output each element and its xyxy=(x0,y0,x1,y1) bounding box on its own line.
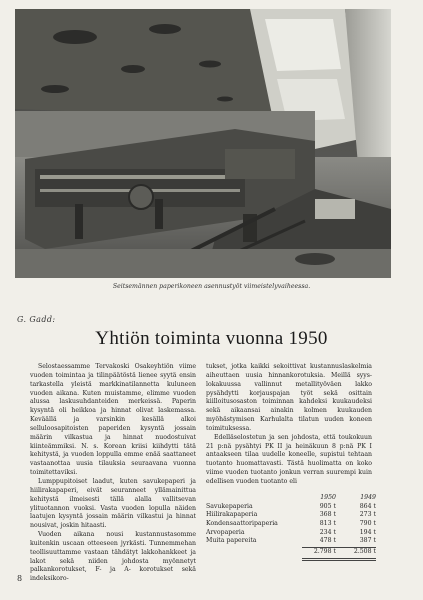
table-header-row xyxy=(206,494,376,503)
row-label: Savukepaperia xyxy=(206,502,253,510)
year-header: 1949 xyxy=(360,494,376,501)
table-row xyxy=(206,520,376,529)
row-value: 790 t xyxy=(359,520,376,528)
row-value: 478 t xyxy=(319,537,336,545)
table-total-row xyxy=(206,548,376,557)
paragraph: Edelläselostetun ja sen johdosta, että toukokuun 21 p:nä pysähtyi PK II ja heinäkuun 8 p:nä PK I antaakseen tilaa uudelle koneelle, supistui tehtaan tuotanto huomattavasti. Tästä huolimatta on koko viime vuoden tuotanto jonkun verran suurempi kuin edellisen vuoden tuotanto eli xyxy=(206,433,372,485)
paragraph: Selostaessamme Tervakoski Osakeyhtiön viime vuoden toimintaa ja tilinpäätöstä lienee syytä ensin tarkastella yleistä markkinatilannetta kuluneen vuoden aikana. Kuten muistamme, elimme vuoden alussa laskusuhdanteiden merkeissä. Paperin kysyntä oli heikkoa ja hinnat olivat laskemassa. Keväällä ja varsinkin kesällä alkoi selluloosapitoisten paperiden kysyntä jossain määrin vilkastua ja hinnat nuodostuivat kiinteämmiksi. N. s. Korean kriisi kiihdytti tätä kehitystä, ja vuoden loppulla emme enää saattaneet vastaanottaa uusia tilauksia seuraavana vuonna toimitettaviksi. xyxy=(30,363,196,477)
paragraph: tukset, jotka kaikki sekoittivat kustannuslaskelmia aiheuttaen uusia hinnankorotuksia. Meillä syys-lokakuussa vallinnut metallityöväen lakko pysähdytti korjauspajan työt sekä osittain kiilloitusosaston toiminnan kahdeksi kuukaudeksi sekä aikaansai ainakin kolmen kuukauden myöhästymisen Karhulalta tilatun uuden koneen toimituksessa. xyxy=(206,363,372,432)
factory-photo xyxy=(15,9,391,278)
left-column xyxy=(30,363,196,584)
article-author: G. Gadd: xyxy=(17,315,56,324)
total-value: 2.798 t xyxy=(313,548,336,556)
year-header: 1950 xyxy=(320,494,336,501)
paragraph: Lumppupitoiset laadut, kuten savukepaperi ja hiilirakapaperi, eivät seuranneet yllämainittua kehitystä ilmeisesti tällä alalla vallitsevan ylituotannon vuoksi. Vasta vuoden lopulla näiden laatujen kysyntä jossain määrin vilkastui ja hinnat nousivat, joskin hitaasti. xyxy=(30,477,196,530)
row-value: 273 t xyxy=(359,511,376,519)
row-value: 864 t xyxy=(359,502,376,510)
total-value: 2.508 t xyxy=(353,548,376,556)
table-row xyxy=(206,503,376,512)
row-value: 905 t xyxy=(319,502,336,510)
row-value: 813 t xyxy=(319,520,336,528)
row-value: 368 t xyxy=(319,511,336,519)
row-label: Hiilirakapaperia xyxy=(206,511,258,519)
table-row xyxy=(206,511,376,520)
page-number: 8 xyxy=(17,574,23,583)
row-label: Kondensaattoripaperia xyxy=(206,520,278,528)
row-value: 387 t xyxy=(359,537,376,545)
paragraph: Vuoden aikana nousi kustannustasomme kuitenkin uscaan otteeseen jyrkästi. Tunnemmehan teollisuuttamme vastaan tähdätyt lakkohankkeet ja lakot sekä niiden johdosta myönnetyt palkankorotukset, F- ja A- korotukset sekä indeksikoro- xyxy=(30,531,196,583)
table-double-rule xyxy=(302,558,376,562)
table-row xyxy=(206,529,376,538)
row-value: 234 t xyxy=(319,528,336,536)
photo-caption: Seitsemännen paperikoneen asennustyöt viimeistelyvaiheessa. xyxy=(112,283,311,290)
row-value: 194 t xyxy=(359,528,376,536)
table-row xyxy=(206,537,376,546)
row-label: Arvopaperia xyxy=(206,528,245,536)
production-table xyxy=(206,494,376,561)
row-label: Muita papereita xyxy=(206,537,257,545)
article-title: Yhtiön toiminta vuonna 1950 xyxy=(95,328,328,349)
right-column xyxy=(206,363,372,487)
